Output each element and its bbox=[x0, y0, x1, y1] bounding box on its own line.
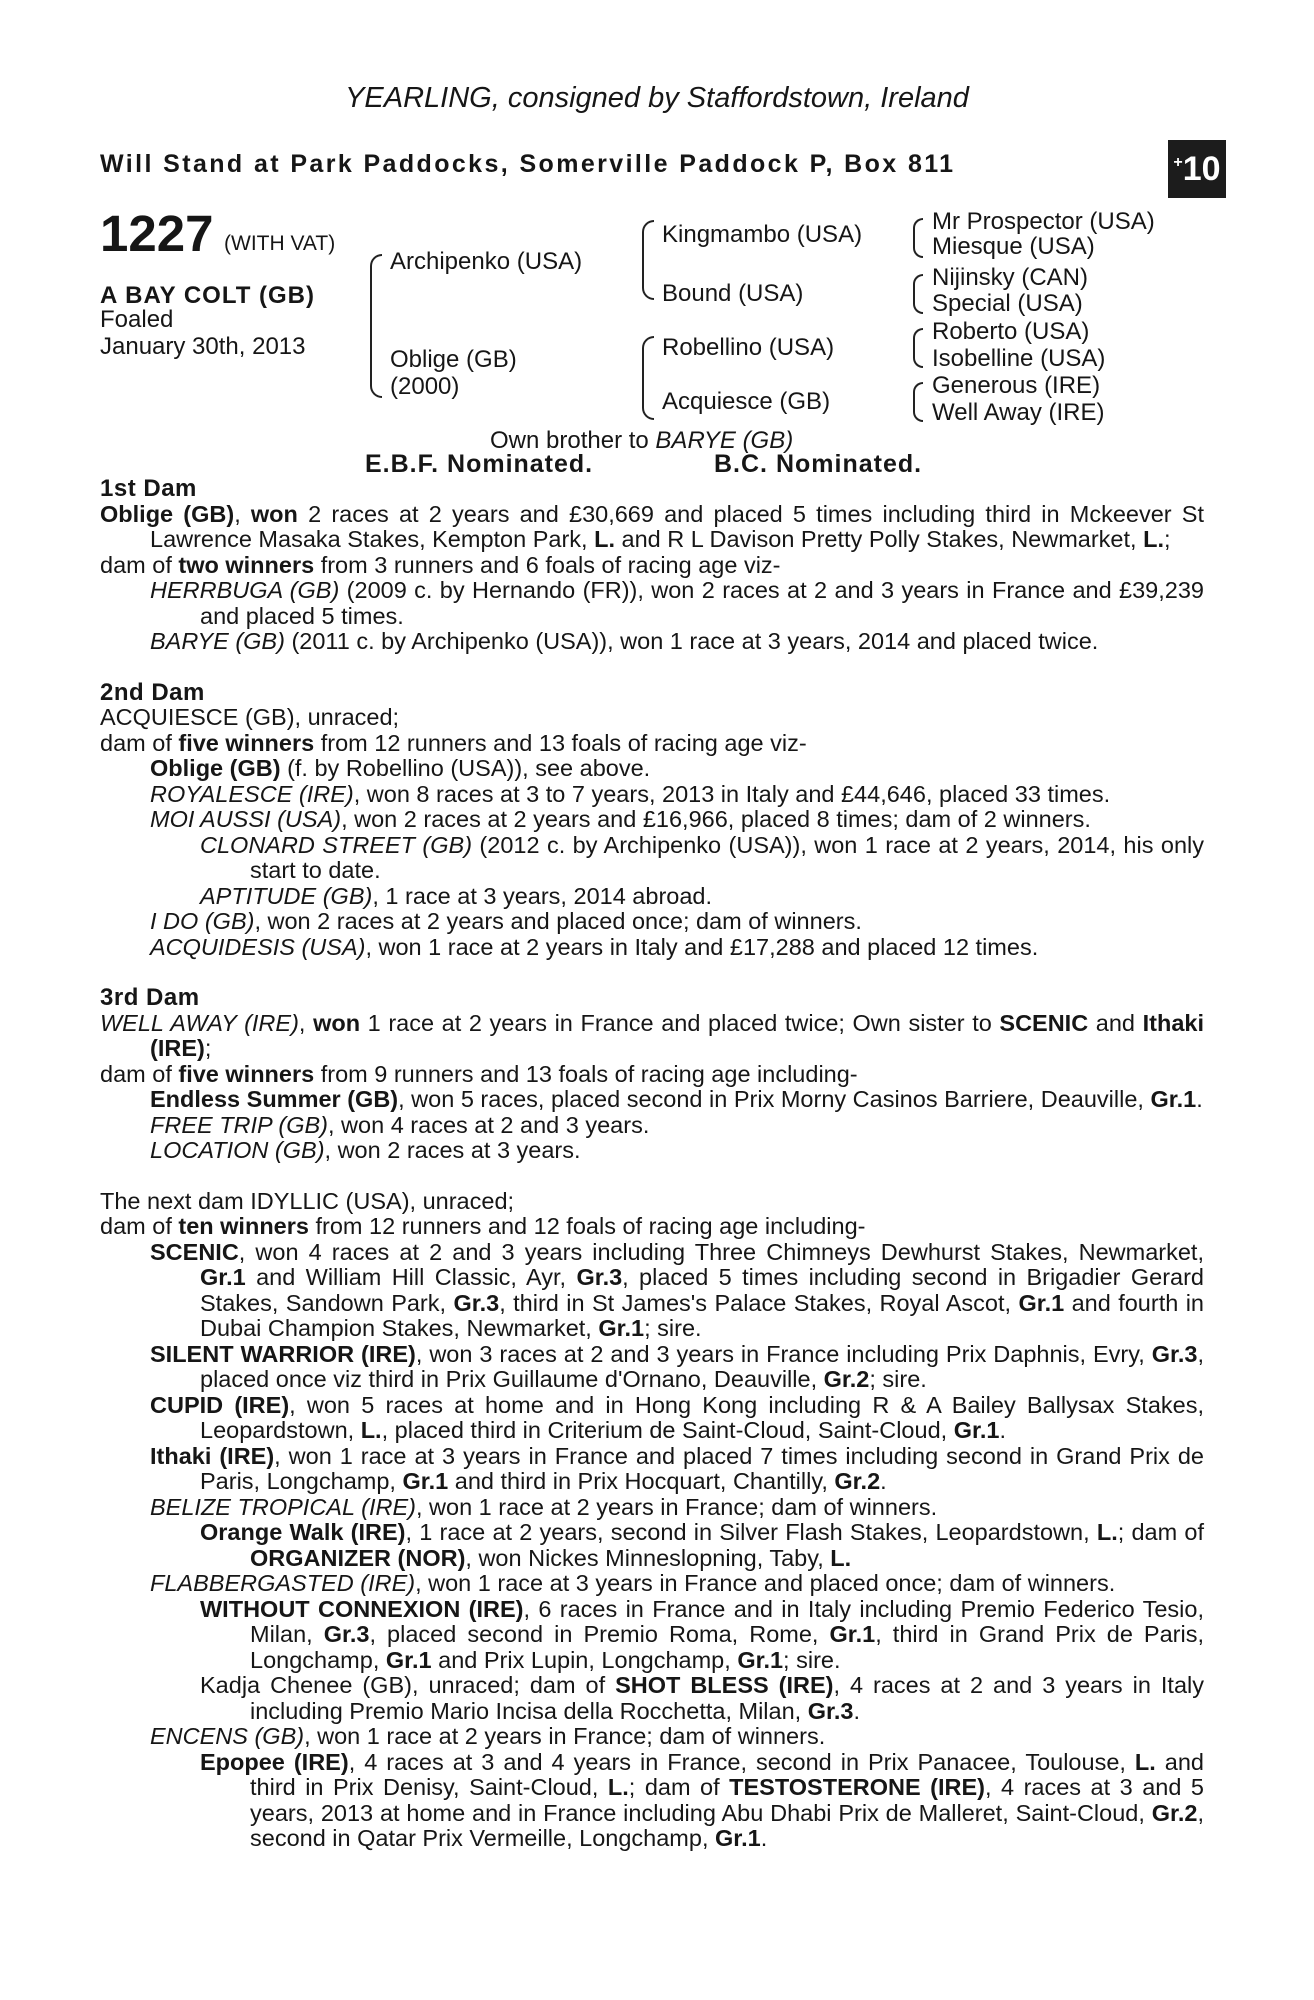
produce-entry bbox=[100, 1138, 1204, 1164]
produce-entry bbox=[100, 1240, 1204, 1342]
catalogue-body bbox=[100, 476, 1204, 1852]
second-dam-produce-summary bbox=[100, 731, 1204, 757]
produce-entry bbox=[100, 1724, 1204, 1750]
produce-entry bbox=[100, 1520, 1204, 1571]
grade: Gr.3 bbox=[323, 1621, 370, 1647]
text: . bbox=[999, 1417, 1006, 1443]
text: , won Nickes Minneslopning, Taby, bbox=[465, 1544, 831, 1571]
produce-entry bbox=[100, 1444, 1204, 1495]
text: from 12 runners and 13 foals of racing age viz- bbox=[314, 729, 807, 756]
text: ; bbox=[1163, 526, 1171, 552]
horse-name: FLABBERGASTED (IRE) bbox=[150, 1570, 416, 1596]
grade: L. bbox=[607, 1774, 629, 1800]
horse-name: ACQUIDESIS (USA) bbox=[150, 933, 366, 960]
pedigree-g8: Well Away (IRE) bbox=[932, 399, 1105, 426]
horse-name: CLONARD STREET (GB) bbox=[200, 831, 473, 858]
text: , 6 races in France and in Italy including Premio Federico Tesio, Milan, bbox=[250, 1595, 1204, 1647]
own-brother-name: BARYE (GB) bbox=[655, 427, 794, 454]
pedigree-bracket-g4 bbox=[913, 382, 923, 422]
text: ; sire. bbox=[869, 1366, 927, 1392]
produce-entry bbox=[100, 1750, 1204, 1852]
horse-name: MOI AUSSI (USA) bbox=[150, 806, 342, 832]
grade: Gr.2 bbox=[834, 1468, 881, 1494]
first-dam-title: 1st Dam bbox=[100, 475, 197, 502]
grade: Gr.1 bbox=[385, 1646, 432, 1673]
text: won bbox=[313, 1009, 361, 1036]
text: , placed second in Premio Roma, Rome, bbox=[369, 1621, 830, 1647]
text: , won 1 race at 3 years in France and placed 7 times including second in Grand Prix de Paris, Longchamp, bbox=[200, 1442, 1204, 1494]
vat-note: (WITH VAT) bbox=[224, 232, 336, 255]
grade: Gr.1 bbox=[1150, 1086, 1197, 1112]
pedigree-dam: Oblige (GB) bbox=[390, 346, 517, 373]
produce-entry bbox=[100, 1393, 1204, 1444]
third-dam-produce-summary bbox=[100, 1062, 1204, 1088]
pedigree-g2: Miesque (USA) bbox=[932, 233, 1095, 260]
produce-entry bbox=[100, 807, 1204, 833]
text: (2012 c. by Archipenko (USA)), won 1 race at 2 years, 2014, his only start to date. bbox=[250, 831, 1204, 883]
text: ; dam of bbox=[1117, 1519, 1204, 1545]
text: , won 1 race at 2 years in France; dam of winners. bbox=[304, 1723, 826, 1749]
grade: Gr.2 bbox=[823, 1366, 870, 1392]
horse-name: ENCENS (GB) bbox=[150, 1723, 305, 1749]
pedigree-g3: Nijinsky (CAN) bbox=[932, 264, 1088, 291]
pedigree-dam-sire: Robellino (USA) bbox=[662, 334, 835, 361]
produce-entry bbox=[100, 884, 1204, 910]
horse-name: ROYALESCE (IRE) bbox=[150, 780, 354, 807]
text: two winners bbox=[178, 551, 315, 578]
text: and R L Davison Pretty Polly Stakes, Newmarket, bbox=[615, 526, 1144, 552]
pedigree-bracket-sire bbox=[642, 220, 654, 300]
text: , third in Grand Prix de Paris, Longchamp, bbox=[250, 1621, 1205, 1673]
lot-description: A BAY COLT (GB) bbox=[100, 282, 316, 309]
pedigree-bracket-dam bbox=[642, 336, 654, 420]
text: dam of bbox=[100, 1060, 179, 1087]
grade: Gr.1 bbox=[829, 1621, 876, 1647]
grade: Gr.1 bbox=[737, 1646, 784, 1673]
pedigree-bracket-g2 bbox=[913, 274, 923, 314]
text: ; bbox=[204, 1035, 212, 1061]
horse-name: TESTOSTERONE (IRE) bbox=[729, 1774, 985, 1800]
consignment-heading: YEARLING, consigned by Staffordstown, Ireland bbox=[345, 82, 969, 114]
text: dam of bbox=[100, 1213, 179, 1239]
horse-name: HERRBUGA (GB) bbox=[150, 577, 340, 603]
grade: Gr.1 bbox=[953, 1417, 1000, 1443]
text: dam of bbox=[100, 729, 179, 756]
bc-nomination: B.C. Nominated. bbox=[714, 450, 923, 478]
ebf-nomination: E.B.F. Nominated. bbox=[365, 450, 594, 478]
text: , won 2 races at 2 years and placed once; dam of winners. bbox=[254, 908, 862, 934]
horse-name: Oblige (GB) bbox=[150, 755, 281, 781]
text: , won 5 races, placed second in Prix Morny Casinos Barriere, Deauville, bbox=[398, 1086, 1151, 1112]
produce-entry bbox=[100, 1597, 1204, 1674]
grade: Gr.3 bbox=[1151, 1340, 1198, 1367]
text: and bbox=[1088, 1009, 1143, 1036]
text: and third in Prix Denisy, Saint-Cloud, bbox=[250, 1748, 1204, 1800]
horse-name: Ithaki (IRE) bbox=[150, 1009, 1204, 1061]
horse-name: WELL AWAY (IRE) bbox=[100, 1009, 299, 1036]
horse-name: CUPID (IRE) bbox=[150, 1391, 290, 1418]
foaled-label: Foaled bbox=[100, 306, 174, 333]
text: , won 3 races at 2 and 3 years in France including Prix Daphnis, Evry, bbox=[415, 1340, 1152, 1367]
foaled-date: January 30th, 2013 bbox=[100, 333, 306, 360]
lot-badge bbox=[1168, 140, 1226, 198]
grade: Gr.2 bbox=[1151, 1799, 1198, 1826]
text: ; dam of bbox=[628, 1774, 730, 1800]
produce-entry bbox=[100, 782, 1204, 808]
pedigree-g6: Isobelline (USA) bbox=[932, 345, 1106, 372]
horse-name: Ithaki (IRE) bbox=[150, 1442, 275, 1469]
text: , 4 races at 3 and 5 years, 2013 at home and in France including Abu Dhabi Prix de Malleret, Saint-Cloud, bbox=[250, 1774, 1204, 1826]
text: , second in Qatar Prix Vermeille, Longchamp, bbox=[250, 1799, 1204, 1851]
grade: L. bbox=[594, 526, 615, 552]
produce-entry bbox=[100, 1571, 1204, 1597]
horse-name: SILENT WARRIOR (IRE) bbox=[150, 1340, 416, 1367]
pedigree-bracket-g3 bbox=[913, 328, 923, 368]
horse-name: I DO (GB) bbox=[150, 908, 255, 934]
text: , 1 race at 2 years, second in Silver Flash Stakes, Leopardstown, bbox=[405, 1519, 1097, 1545]
badge-plus-mark: + bbox=[1173, 154, 1183, 171]
first-dam-record bbox=[100, 502, 1204, 553]
grade: Gr.1 bbox=[200, 1264, 246, 1290]
produce-entry bbox=[100, 1495, 1204, 1521]
text: , won 4 races at 2 and 3 years. bbox=[328, 1111, 650, 1138]
horse-name: SCENIC bbox=[999, 1009, 1089, 1036]
horse-name: SHOT BLESS (IRE) bbox=[615, 1672, 834, 1698]
grade: L. bbox=[360, 1417, 382, 1443]
text: , third in St James's Palace Stakes, Royal Ascot, bbox=[499, 1289, 1019, 1316]
text: won bbox=[250, 500, 298, 527]
text: , won 1 race at 3 years in France and placed once; dam of winners. bbox=[415, 1570, 1116, 1596]
text: , placed once viz third in Prix Guillaume d'Ornano, Deauville, bbox=[200, 1340, 1204, 1392]
text: , won 1 race at 2 years in France; dam of winners. bbox=[415, 1493, 938, 1520]
text: , won 8 races at 3 to 7 years, 2013 in Italy and £44,646, placed 33 times. bbox=[353, 780, 1111, 807]
pedigree-bracket-main bbox=[370, 254, 382, 398]
text: and third in Prix Hocquart, Chantilly, bbox=[448, 1468, 835, 1494]
text: , 1 race at 3 years, 2014 abroad. bbox=[372, 882, 713, 909]
text: and Prix Lupin, Longchamp, bbox=[431, 1646, 738, 1673]
horse-name: FREE TRIP (GB) bbox=[150, 1111, 328, 1138]
produce-entry bbox=[100, 756, 1204, 782]
text: , bbox=[298, 1009, 314, 1036]
pedigree-sire-sire: Kingmambo (USA) bbox=[662, 221, 863, 248]
produce-entry bbox=[100, 578, 1204, 629]
grade: Gr.1 bbox=[715, 1825, 761, 1851]
text: , won 2 races at 2 years and £16,966, placed 8 times; dam of 2 winners. bbox=[341, 806, 1091, 832]
text: and fourth in Dubai Champion Stakes, Newmarket, bbox=[200, 1289, 1205, 1341]
produce-entry bbox=[100, 909, 1204, 935]
horse-name: SCENIC bbox=[150, 1238, 239, 1265]
text: ; sire. bbox=[783, 1646, 841, 1673]
text: from 3 runners and 6 foals of racing age viz- bbox=[314, 551, 781, 578]
text: , 4 races at 3 and 4 years in France, second in Prix Panacee, Toulouse, bbox=[348, 1748, 1135, 1775]
text: ten winners bbox=[178, 1213, 309, 1239]
text: , won 1 race at 2 years in Italy and £17,288 and placed 12 times. bbox=[365, 933, 1039, 960]
horse-name: WITHOUT CONNEXION (IRE) bbox=[200, 1595, 524, 1622]
grade: Gr.3 bbox=[576, 1264, 623, 1290]
grade: Gr.3 bbox=[807, 1697, 854, 1724]
text: from 9 runners and 13 foals of racing age including- bbox=[314, 1060, 858, 1087]
text: and William Hill Classic, Ayr, bbox=[245, 1264, 577, 1290]
pedigree-sire-dam: Bound (USA) bbox=[662, 280, 804, 307]
text: (f. by Robellino (USA)), see above. bbox=[280, 755, 651, 781]
second-dam-title: 2nd Dam bbox=[100, 678, 205, 706]
produce-entry bbox=[100, 1087, 1204, 1113]
text: from 12 runners and 12 foals of racing age including- bbox=[308, 1213, 866, 1239]
produce-entry bbox=[100, 1113, 1204, 1139]
horse-name: ORGANIZER (NOR) bbox=[250, 1544, 466, 1571]
text: 2 races at 2 years and £30,669 and placed 5 times including third in Mckeever St Lawrence Masaka Stakes, Kempton Park, bbox=[150, 500, 1205, 552]
grade: Gr.1 bbox=[1018, 1289, 1065, 1316]
stand-location: Will Stand at Park Paddocks, Somerville Paddock P, Box 811 bbox=[100, 150, 956, 178]
horse-name: Orange Walk (IRE) bbox=[200, 1519, 406, 1545]
text: . bbox=[853, 1697, 860, 1724]
second-dam-record: ACQUIESCE (GB), unraced; bbox=[100, 704, 400, 730]
text: , 4 races at 2 and 3 years in Italy including Premio Mario Incisa della Rocchetta, Milan, bbox=[250, 1672, 1204, 1724]
next-dam-produce-summary bbox=[100, 1214, 1204, 1240]
produce-entry bbox=[100, 1673, 1204, 1724]
horse-name: BARYE (GB) bbox=[150, 628, 285, 654]
text: , won 5 races at home and in Hong Kong including R & A Bailey Ballysax Stakes, Leopardstown, bbox=[200, 1391, 1204, 1443]
pedigree-sire: Archipenko (USA) bbox=[390, 248, 583, 275]
horse-name: Endless Summer (GB) bbox=[150, 1086, 399, 1112]
produce-entry bbox=[100, 935, 1204, 961]
pedigree-bracket-g1 bbox=[913, 218, 923, 258]
pedigree-dam-dam: Acquiesce (GB) bbox=[662, 388, 831, 415]
horse-name: Epopee (IRE) bbox=[200, 1748, 349, 1775]
produce-entry bbox=[100, 1342, 1204, 1393]
badge-number: 10 bbox=[1182, 150, 1221, 188]
pedigree-g1: Mr Prospector (USA) bbox=[932, 208, 1155, 235]
text: , won 2 races at 3 years. bbox=[324, 1137, 581, 1163]
grade: Gr.1 bbox=[598, 1315, 645, 1341]
grade: Gr.1 bbox=[402, 1468, 449, 1494]
pedigree-dam-year: (2000) bbox=[390, 373, 460, 400]
produce-entry bbox=[100, 629, 1204, 655]
text: (2009 c. by Hernando (FR)), won 2 races at 2 and 3 years in France and £39,239 and placed 5 times. bbox=[200, 577, 1204, 629]
text: , placed 5 times including second in Brigadier Gerard Stakes, Sandown Park, bbox=[200, 1264, 1205, 1316]
text: , bbox=[234, 500, 251, 527]
grade: L. bbox=[830, 1544, 852, 1571]
text: , won 4 races at 2 and 3 years including Three Chimneys Dewhurst Stakes, Newmarket, bbox=[238, 1238, 1204, 1265]
text: . bbox=[880, 1468, 887, 1494]
next-dam-record: The next dam IDYLLIC (USA), unraced; bbox=[100, 1187, 515, 1214]
grade: Gr.3 bbox=[453, 1289, 500, 1316]
text: five winners bbox=[178, 1060, 315, 1087]
grade: L. bbox=[1143, 526, 1164, 552]
grade: L. bbox=[1096, 1519, 1118, 1545]
text: 1 race at 2 years in France and placed twice; Own sister to bbox=[360, 1009, 1000, 1036]
third-dam-record bbox=[100, 1011, 1204, 1062]
pedigree-g7: Generous (IRE) bbox=[932, 372, 1101, 399]
horse-name: APTITUDE (GB) bbox=[200, 882, 373, 909]
grade: L. bbox=[1134, 1748, 1156, 1775]
text: ; sire. bbox=[644, 1315, 702, 1341]
text: . bbox=[1196, 1086, 1203, 1112]
text: Kadja Chenee (GB), unraced; dam of bbox=[200, 1672, 616, 1698]
horse-name: LOCATION (GB) bbox=[150, 1137, 325, 1163]
text: . bbox=[760, 1825, 768, 1851]
text: , placed third in Criterium de Saint-Cloud, Saint-Cloud, bbox=[381, 1417, 954, 1443]
first-dam-produce-summary bbox=[100, 553, 1204, 579]
pedigree-g4: Special (USA) bbox=[932, 290, 1083, 317]
own-brother-prefix: Own brother to bbox=[490, 427, 656, 454]
text: (2011 c. by Archipenko (USA)), won 1 race at 3 years, 2014 and placed twice. bbox=[284, 628, 1099, 654]
pedigree-g5: Roberto (USA) bbox=[932, 318, 1090, 345]
text: five winners bbox=[178, 729, 315, 756]
third-dam-title: 3rd Dam bbox=[100, 984, 200, 1011]
horse-name: Oblige (GB) bbox=[100, 500, 235, 527]
produce-entry bbox=[100, 833, 1204, 884]
lot-number: 1227 bbox=[100, 205, 214, 262]
text: dam of bbox=[100, 551, 179, 578]
horse-name: BELIZE TROPICAL (IRE) bbox=[150, 1493, 416, 1520]
